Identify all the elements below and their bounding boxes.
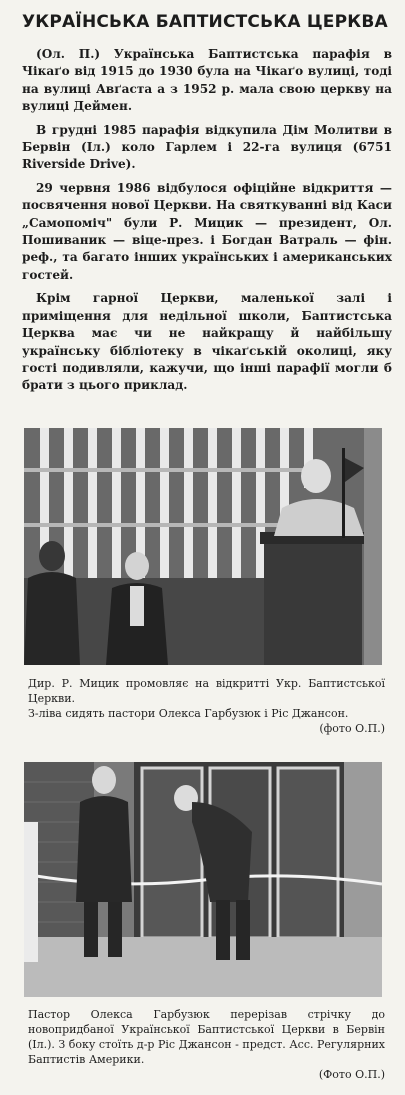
photo2-caption: Пастор Олекса Гарбузюк перерізав стрічку до новопридбаної Української Баптистської Церкви в Бервін (Іл.). З боку стоїть д-р Ріс Джансон - предст. Асс. Регулярних Баптистів Америки. <box>28 1008 385 1066</box>
photo1-caption-2: З-ліва сидять пастори Олекса Гарбузюк і Ріс Джансон. <box>28 707 349 720</box>
photo-speaker-illustration <box>24 428 382 665</box>
photo1-caption: Дир. Р. Мицик промовляє на відкритті Укр. Баптистської Церкви. <box>28 677 385 705</box>
photo2-caption-block <box>28 1007 385 1082</box>
photo-ribbon-illustration <box>24 762 382 997</box>
article-paragraph-3: 29 червня 1986 відбулося офіційне відкриття —посвячення нової Церкви. На святкуванні від Каси „Самопоміч" були Р. Мицик — президент, Ол. Пошиваник — віце-през. і Богдан Ватраль — фін. реф., та багато інших українських і американських гостей. <box>22 180 392 282</box>
article-title: УКРАЇНСЬКА БАПТИСТСЬКА ЦЕРКВА <box>22 12 388 32</box>
photo-ribbon-cutting <box>24 762 382 997</box>
photo2-credit: (Фото О.П.) <box>318 1068 385 1081</box>
article-body <box>22 46 392 401</box>
article-paragraph-4: Крім гарної Церкви, маленької залі і приміщення для недільної школи, Баптистська Церква має чи не найкращу й найбільшу українську бібліотеку в чікаґській околиці, яку гості подивляли, кажучи, що інші парафії могли б брати з цього приклад. <box>22 291 392 393</box>
article-paragraph-2: В грудні 1985 парафія відкупила Дім Молитви в Бервін (Іл.) коло Гарлем і 22-га вулиця (6751 Riverside Drive). <box>22 122 392 172</box>
photo-speaker-at-podium <box>24 428 382 665</box>
photo1-caption-block <box>28 676 385 736</box>
article-paragraph-1: (Ол. П.) Українська Баптистська парафія в Чікаґо від 1915 до 1930 була на Чікаґо вулиці, тоді на вулиці Авґаста а з 1952 р. мала свою церкву на вулиці Деймен. <box>22 47 392 114</box>
photo1-credit: (фото О.П.) <box>319 722 385 735</box>
